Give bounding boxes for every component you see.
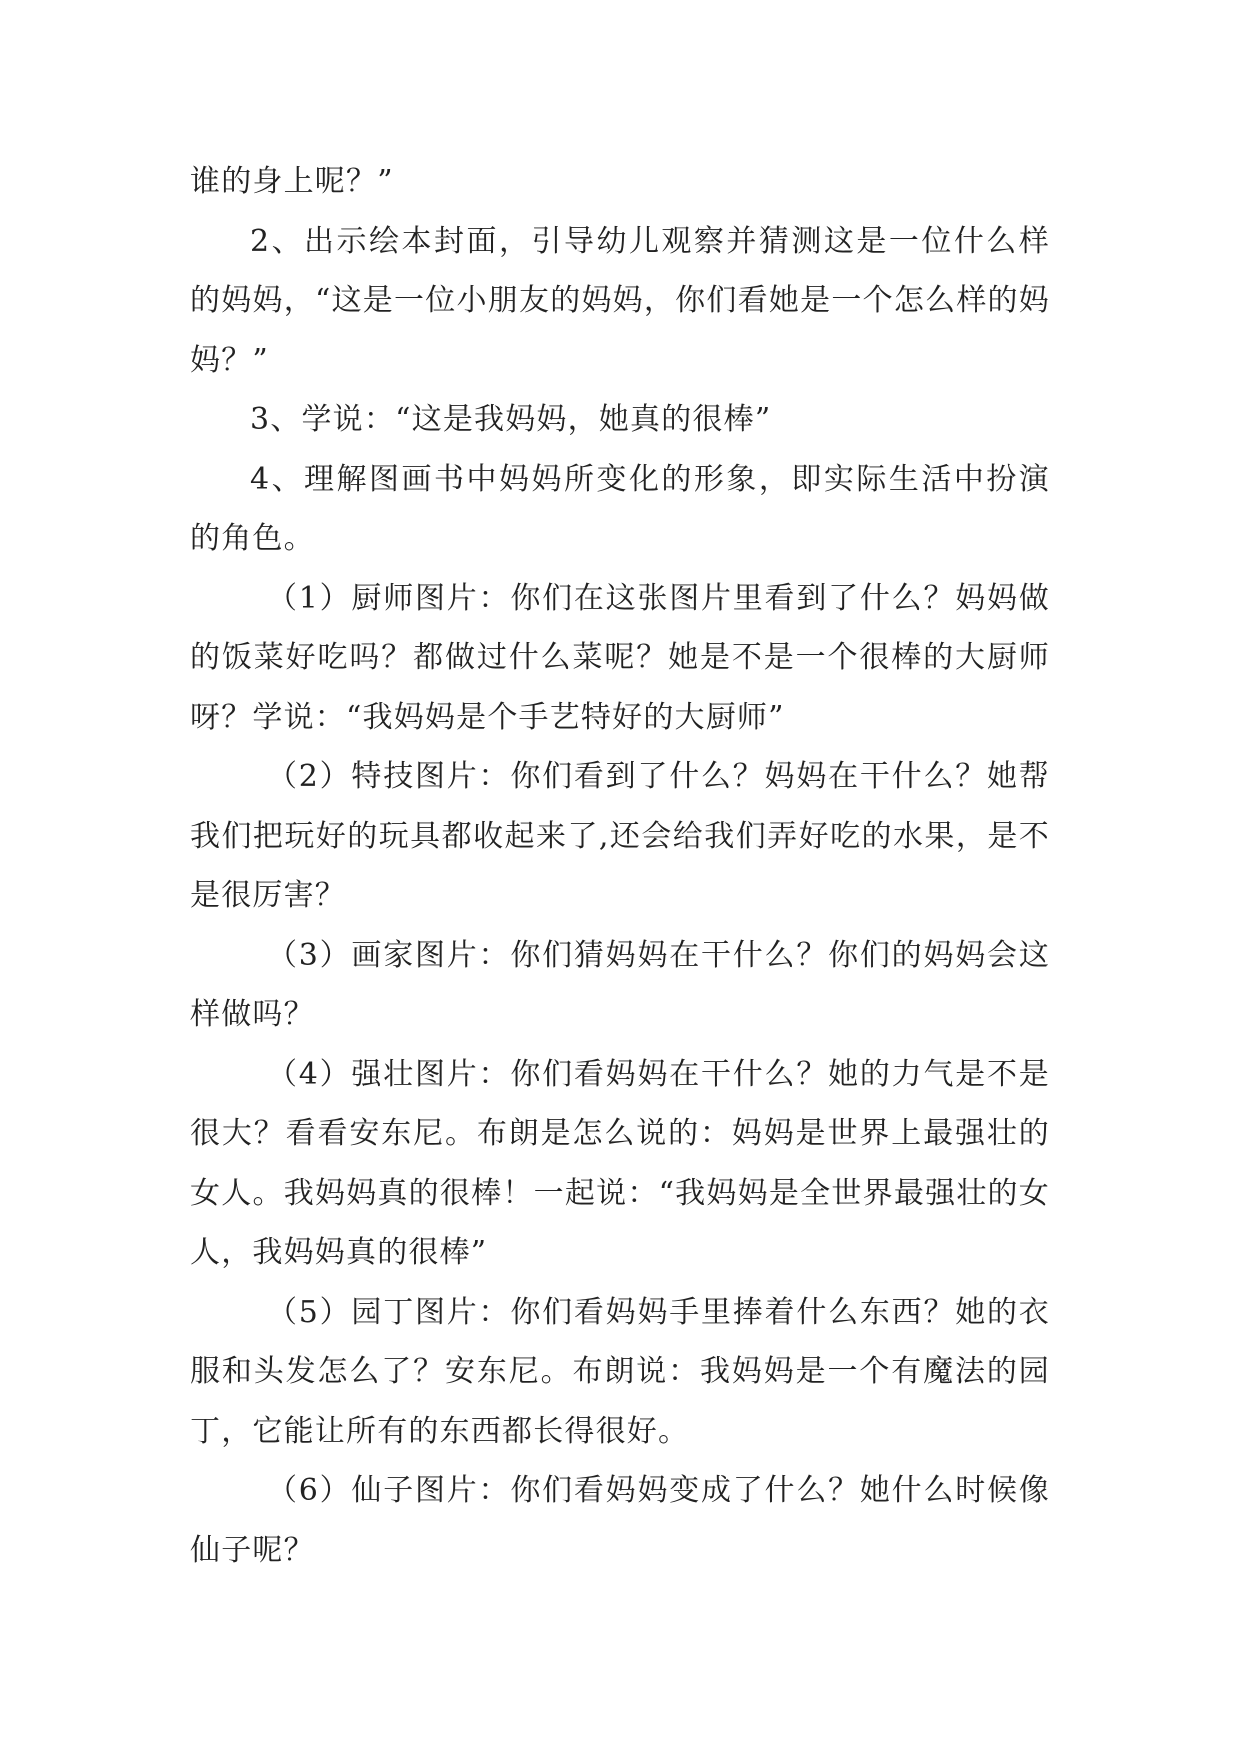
paragraph-step-3: 3、学说：“这是我妈妈，她真的很棒” xyxy=(250,402,772,437)
paragraph-strong-picture: （4）强壮图片：你们看妈妈在干什么？她的力气是不是很大？看看安东尼。布朗是怎么说的：妈妈是世界上最强壮的女人。我妈妈真的很棒！一起说：“我妈妈是全世界最强壮的女人，我妈妈真的很棒” xyxy=(190,1056,1050,1270)
paragraph-step-4: 4、理解图画书中妈妈所变化的形象，即实际生活中扮演的角色。 xyxy=(190,461,1050,556)
paragraph-painter-picture: （3）画家图片：你们猜妈妈在干什么？你们的妈妈会这样做吗？ xyxy=(190,937,1050,1032)
paragraph-fairy-picture: （6）仙子图片：你们看妈妈变成了什么？她什么时候像仙子呢？ xyxy=(190,1473,1050,1568)
paragraph-continuation: 谁的身上呢？” xyxy=(190,164,394,199)
paragraph-step-2: 2、出示绘本封面，引导幼儿观察并猜测这是一位什么样的妈妈，“这是一位小朋友的妈妈，你们看她是一个怎么样的妈妈？” xyxy=(190,223,1050,378)
paragraph-gardener-picture: （5）园丁图片：你们看妈妈手里捧着什么东西？她的衣服和头发怎么了？安东尼。布朗说：我妈妈是一个有魔法的园丁，它能让所有的东西都长得很好。 xyxy=(190,1294,1050,1449)
paragraph-chef-picture: （1）厨师图片：你们在这张图片里看到了什么？妈妈做的饭菜好吃吗？都做过什么菜呢？她是不是一个很棒的大厨师呀？学说：“我妈妈是个手艺特好的大厨师” xyxy=(190,580,1050,735)
document-body xyxy=(190,152,1050,1580)
paragraph-stunt-picture: （2）特技图片：你们看到了什么？妈妈在干什么？她帮我们把玩好的玩具都收起来了,还会给我们弄好吃的水果，是不是很厉害？ xyxy=(190,759,1050,913)
